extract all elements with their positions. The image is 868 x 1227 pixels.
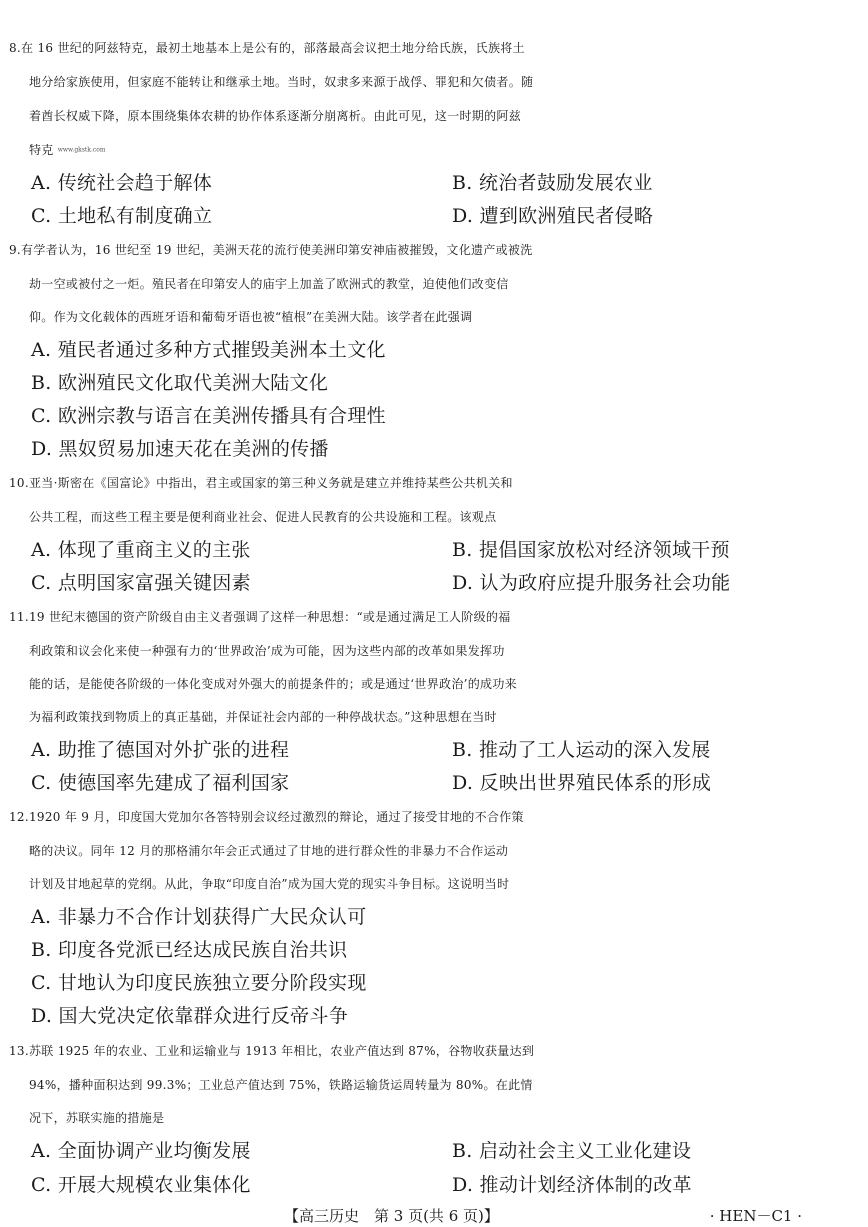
question-9-option-c: C. 欧洲宗教与语言在美洲传播具有合理性	[31, 405, 386, 427]
question-9-line-1: 9.有学者认为，16 世纪至 19 世纪，美洲天花的流行使美洲印第安神庙被摧毁，文化遗产或被洗	[9, 243, 533, 257]
question-10-option-b: B. 提倡国家放松对经济领域干预	[452, 539, 730, 561]
question-9-option-b: B. 欧洲殖民文化取代美洲大陆文化	[31, 372, 329, 394]
question-12-option-a: A. 非暴力不合作计划获得广大民众认可	[31, 906, 367, 928]
question-12-line-2: 略的决议。同年 12 月的那格浦尔年会正式通过了甘地的进行群众性的非暴力不合作运动	[29, 844, 509, 858]
question-10-option-d: D. 认为政府应提升服务社会功能	[452, 572, 731, 594]
question-13-option-c: C. 开展大规模农业集体化	[31, 1174, 251, 1196]
question-13-line-2: 94%，播种面积达到 99.3%；工业总产值达到 75%，铁路运输货运周转量为 80%。在此情	[29, 1078, 533, 1092]
question-8-line-2: 地分给家族使用，但家庭不能转让和继承土地。当时，奴隶多来源于战俘、罪犯和欠债者。随	[29, 75, 534, 89]
question-9-option-a: A. 殖民者通过多种方式摧毁美洲本土文化	[31, 339, 386, 361]
question-10-option-a: A. 体现了重商主义的主张	[31, 539, 251, 561]
question-11-line-3: 能的话，是能使各阶级的一体化变成对外强大的前提条件的；或是通过‘世界政治’的成功来	[29, 677, 517, 691]
question-12-line-3: 计划及甘地起草的党纲。从此，争取“印度自治”成为国大党的现实斗争目标。这说明当时	[29, 877, 510, 891]
question-8-option-a: A. 传统社会趋于解体	[31, 172, 213, 194]
watermark-text: www.gkstk.com	[57, 146, 106, 154]
question-11-option-c: C. 使德国率先建成了福利国家	[31, 772, 290, 794]
question-11-option-b: B. 推动了工人运动的深入发展	[452, 739, 711, 761]
question-8-line-1: 8.在 16 世纪的阿兹特克，最初土地基本上是公有的，部落最高会议把土地分给氏族，氏族将土	[9, 41, 525, 55]
question-8-line-3: 着酋长权威下降，原本围绕集体农耕的协作体系逐渐分崩离析。由此可见，这一时期的阿兹	[29, 109, 522, 123]
question-11-option-a: A. 助推了德国对外扩张的进程	[31, 739, 290, 761]
question-9-option-d: D. 黑奴贸易加速天花在美洲的传播	[31, 438, 329, 460]
question-9-line-2: 劫一空或被付之一炬。殖民者在印第安人的庙宇上加盖了欧洲式的教堂，迫使他们改变信	[29, 277, 509, 291]
question-11-line-4: 为福利政策找到物质上的真正基础，并保证社会内部的一种停战状态。”这种思想在当时	[29, 710, 497, 724]
footer-code: · HEN－C1 ·	[709, 1207, 802, 1225]
question-11-line-1: 11.19 世纪末德国的资产阶级自由主义者强调了这样一种思想：“或是通过满足工人阶级的福	[9, 610, 511, 624]
question-8-line-4	[29, 138, 868, 163]
question-13-option-d: D. 推动计划经济体制的改革	[452, 1174, 692, 1196]
question-9-line-3: 仰。作为文化载体的西班牙语和葡萄牙语也被“植根”在美洲大陆。该学者在此强调	[29, 310, 473, 324]
question-8-line-4-text: 特克	[29, 143, 54, 157]
question-12-option-d: D. 国大党决定依靠群众进行反帝斗争	[31, 1005, 349, 1027]
question-8-option-b: B. 统治者鼓励发展农业	[452, 172, 653, 194]
footer-page-info: 【高三历史 第 3 页(共 6 页)】	[284, 1207, 499, 1225]
question-8-option-d: D. 遭到欧洲殖民者侵略	[452, 205, 654, 227]
question-13-option-b: B. 启动社会主义工业化建设	[452, 1140, 692, 1162]
question-8-option-c: C. 土地私有制度确立	[31, 205, 213, 227]
question-12-option-b: B. 印度各党派已经达成民族自治共识	[31, 939, 348, 961]
question-12-line-1: 12.1920 年 9 月，印度国大党加尔各答特别会议经过激烈的辩论，通过了接受甘地的不合作策	[9, 810, 524, 824]
page-footer	[0, 1206, 868, 1227]
question-12-option-c: C. 甘地认为印度民族独立要分阶段实现	[31, 972, 367, 994]
question-10-option-c: C. 点明国家富强关键因素	[31, 572, 251, 594]
question-13-line-3: 况下，苏联实施的措施是	[29, 1111, 165, 1125]
question-10-line-2: 公共工程，而这些工程主要是便利商业社会、促进人民教育的公共设施和工程。该观点	[29, 510, 497, 524]
question-13-option-a: A. 全面协调产业均衡发展	[31, 1140, 251, 1162]
question-10-line-1: 10.亚当·斯密在《国富论》中指出，君主或国家的第三种义务就是建立并维持某些公共机关和	[9, 476, 513, 490]
question-11-option-d: D. 反映出世界殖民体系的形成	[452, 772, 712, 794]
question-11-line-2: 利政策和议会化来使一种强有力的‘世界政治’成为可能，因为这些内部的改革如果发挥功	[29, 644, 505, 658]
question-13-line-1: 13.苏联 1925 年的农业、工业和运输业与 1913 年相比，农业产值达到 87%，谷物收获量达到	[9, 1044, 535, 1058]
